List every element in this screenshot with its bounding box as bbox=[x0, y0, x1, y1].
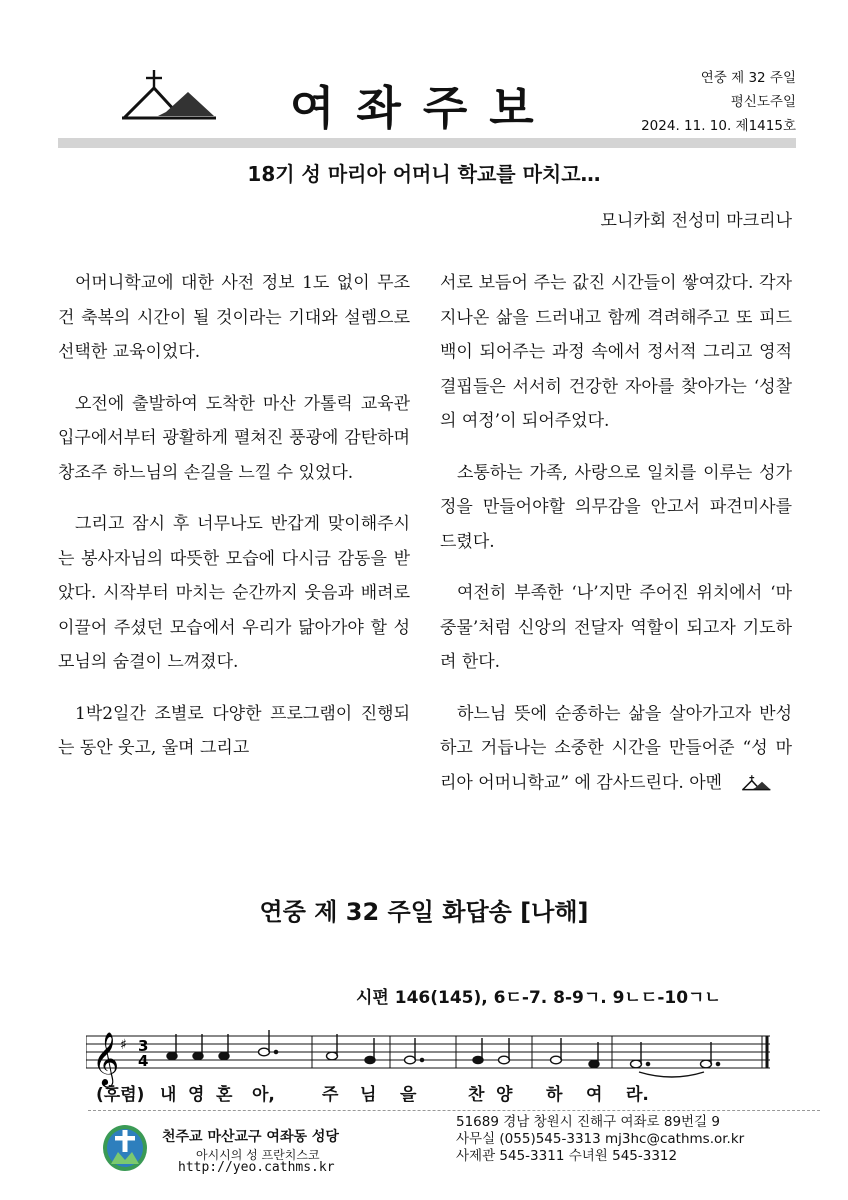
sunday-name: 평신도주일 bbox=[730, 94, 796, 110]
church-patron: 아시시의 성 프란치스코 bbox=[196, 1148, 320, 1162]
lyric-syllable: 님 bbox=[360, 1085, 377, 1105]
article-column-left bbox=[58, 266, 410, 783]
footer-divider bbox=[88, 1110, 820, 1111]
paragraph bbox=[440, 697, 792, 801]
issue-date: 2024. 11. 10. 제1415호 bbox=[641, 118, 796, 134]
lyric-syllable: 내 bbox=[160, 1085, 177, 1105]
header-divider bbox=[58, 138, 796, 148]
lyric-syllable: 을 bbox=[400, 1085, 417, 1105]
issue-meta bbox=[641, 66, 796, 138]
lyric-syllable: 주 bbox=[322, 1085, 339, 1105]
paragraph: 그리고 잠시 후 너무나도 반갑게 맞이해주시는 봉사자님의 따뜻한 모습에 다시금 감동을 받았다. 시작부터 마치는 순간까지 웃음과 배려로 이끌어 주셨던 모습에서 우리가 닮아가야 할 성모님의 숨결이 느껴졌다. bbox=[58, 514, 410, 672]
svg-text:𝄞: 𝄞 bbox=[92, 1031, 120, 1085]
svg-text:3: 3 bbox=[138, 1037, 149, 1055]
liturgical-week: 연중 제 32 주일 bbox=[700, 70, 796, 86]
svg-text:♯: ♯ bbox=[120, 1037, 127, 1053]
church-name: 천주교 마산교구 여좌동 성당 bbox=[162, 1129, 339, 1145]
lyric-syllable: 찬 bbox=[468, 1085, 485, 1105]
article-author: 모니카회 전성미 마크리나 bbox=[600, 211, 792, 231]
paragraph: 여전히 부족한 ‘나’지만 주어진 위치에서 ‘마중물’처럼 신앙의 전달자 역할이 되고자 기도하려 한다. bbox=[440, 583, 792, 672]
small-logo-icon bbox=[741, 771, 771, 795]
paragraph: 1박2일간 조별로 다양한 프로그램이 진행되는 동안 웃고, 울며 그리고 bbox=[58, 703, 410, 758]
church-emblem-icon bbox=[102, 1124, 148, 1172]
bulletin-title: 여좌주보 bbox=[290, 81, 556, 135]
lyric-syllable: 여 bbox=[586, 1085, 603, 1105]
lyric-syllable: 영 bbox=[188, 1085, 205, 1105]
article-column-right bbox=[440, 266, 792, 817]
parish-logo bbox=[118, 68, 218, 124]
paragraph: 어머니학교에 대한 사전 정보 1도 없이 무조건 축복의 시간이 될 것이라는 기대와 설렘으로 선택한 교육이었다. bbox=[58, 273, 410, 362]
church-website-link[interactable]: http://yeo.cathms.kr bbox=[178, 1160, 335, 1175]
refrain-lyrics bbox=[86, 1080, 770, 1106]
psalm-title: 연중 제 32 주일 화답송 [나해] bbox=[259, 898, 589, 926]
lyric-syllable: 라. bbox=[626, 1085, 649, 1105]
psalm-reference: 시편 146(145), 6ㄷ-7. 8-9ㄱ. 9ㄴㄷ-10ㄱㄴ bbox=[356, 988, 721, 1008]
office-contact: 사무실 (055)545-3313 mj3hc@cathms.or.kr bbox=[456, 1131, 745, 1147]
music-staff bbox=[86, 1028, 770, 1088]
paragraph: 소통하는 가족, 사랑으로 일치를 이루는 성가정을 만들어야할 의무감을 안고서 파견미사를 드렸다. bbox=[440, 462, 792, 552]
lyric-syllable: 하 bbox=[546, 1085, 563, 1105]
closing-text: 하느님 뜻에 순종하는 삶을 살아가고자 반성하고 거듭나는 소중한 시간을 만들어준 “성 마리아 어머니학교” 에 감사드린다. 아멘 bbox=[440, 703, 792, 793]
rectory-contact: 사제관 545-3311 수녀원 545-3312 bbox=[456, 1148, 678, 1164]
postal-address: 51689 경남 창원시 진해구 여좌로 89번길 9 bbox=[456, 1114, 720, 1130]
lyric-syllable: 아, bbox=[252, 1085, 275, 1105]
paragraph: 서로 보듬어 주는 값진 시간들이 쌓여갔다. 각자 지나온 삶을 드러내고 함께 격려해주고 또 피드백이 되어주는 과정 속에서 정서적 그리고 영적 결핍들은 서서히 건강한 자아를 찾아가는 ‘성찰의 여정’이 되어주었다. bbox=[440, 273, 792, 431]
svg-text:4: 4 bbox=[138, 1052, 149, 1070]
paragraph: 오전에 출발하여 도착한 마산 가톨릭 교육관 입구에서부터 광활하게 펼쳐진 풍광에 감탄하며 창조주 하느님의 손길을 느낄 수 있었다. bbox=[58, 393, 410, 483]
lyric-syllable: (후렴) bbox=[96, 1085, 145, 1105]
lyric-syllable: 혼 bbox=[216, 1085, 233, 1105]
lyric-syllable: 양 bbox=[496, 1085, 513, 1105]
contact-info bbox=[456, 1114, 744, 1165]
article-headline: 18기 성 마리아 어머니 학교를 마치고… bbox=[247, 162, 601, 186]
